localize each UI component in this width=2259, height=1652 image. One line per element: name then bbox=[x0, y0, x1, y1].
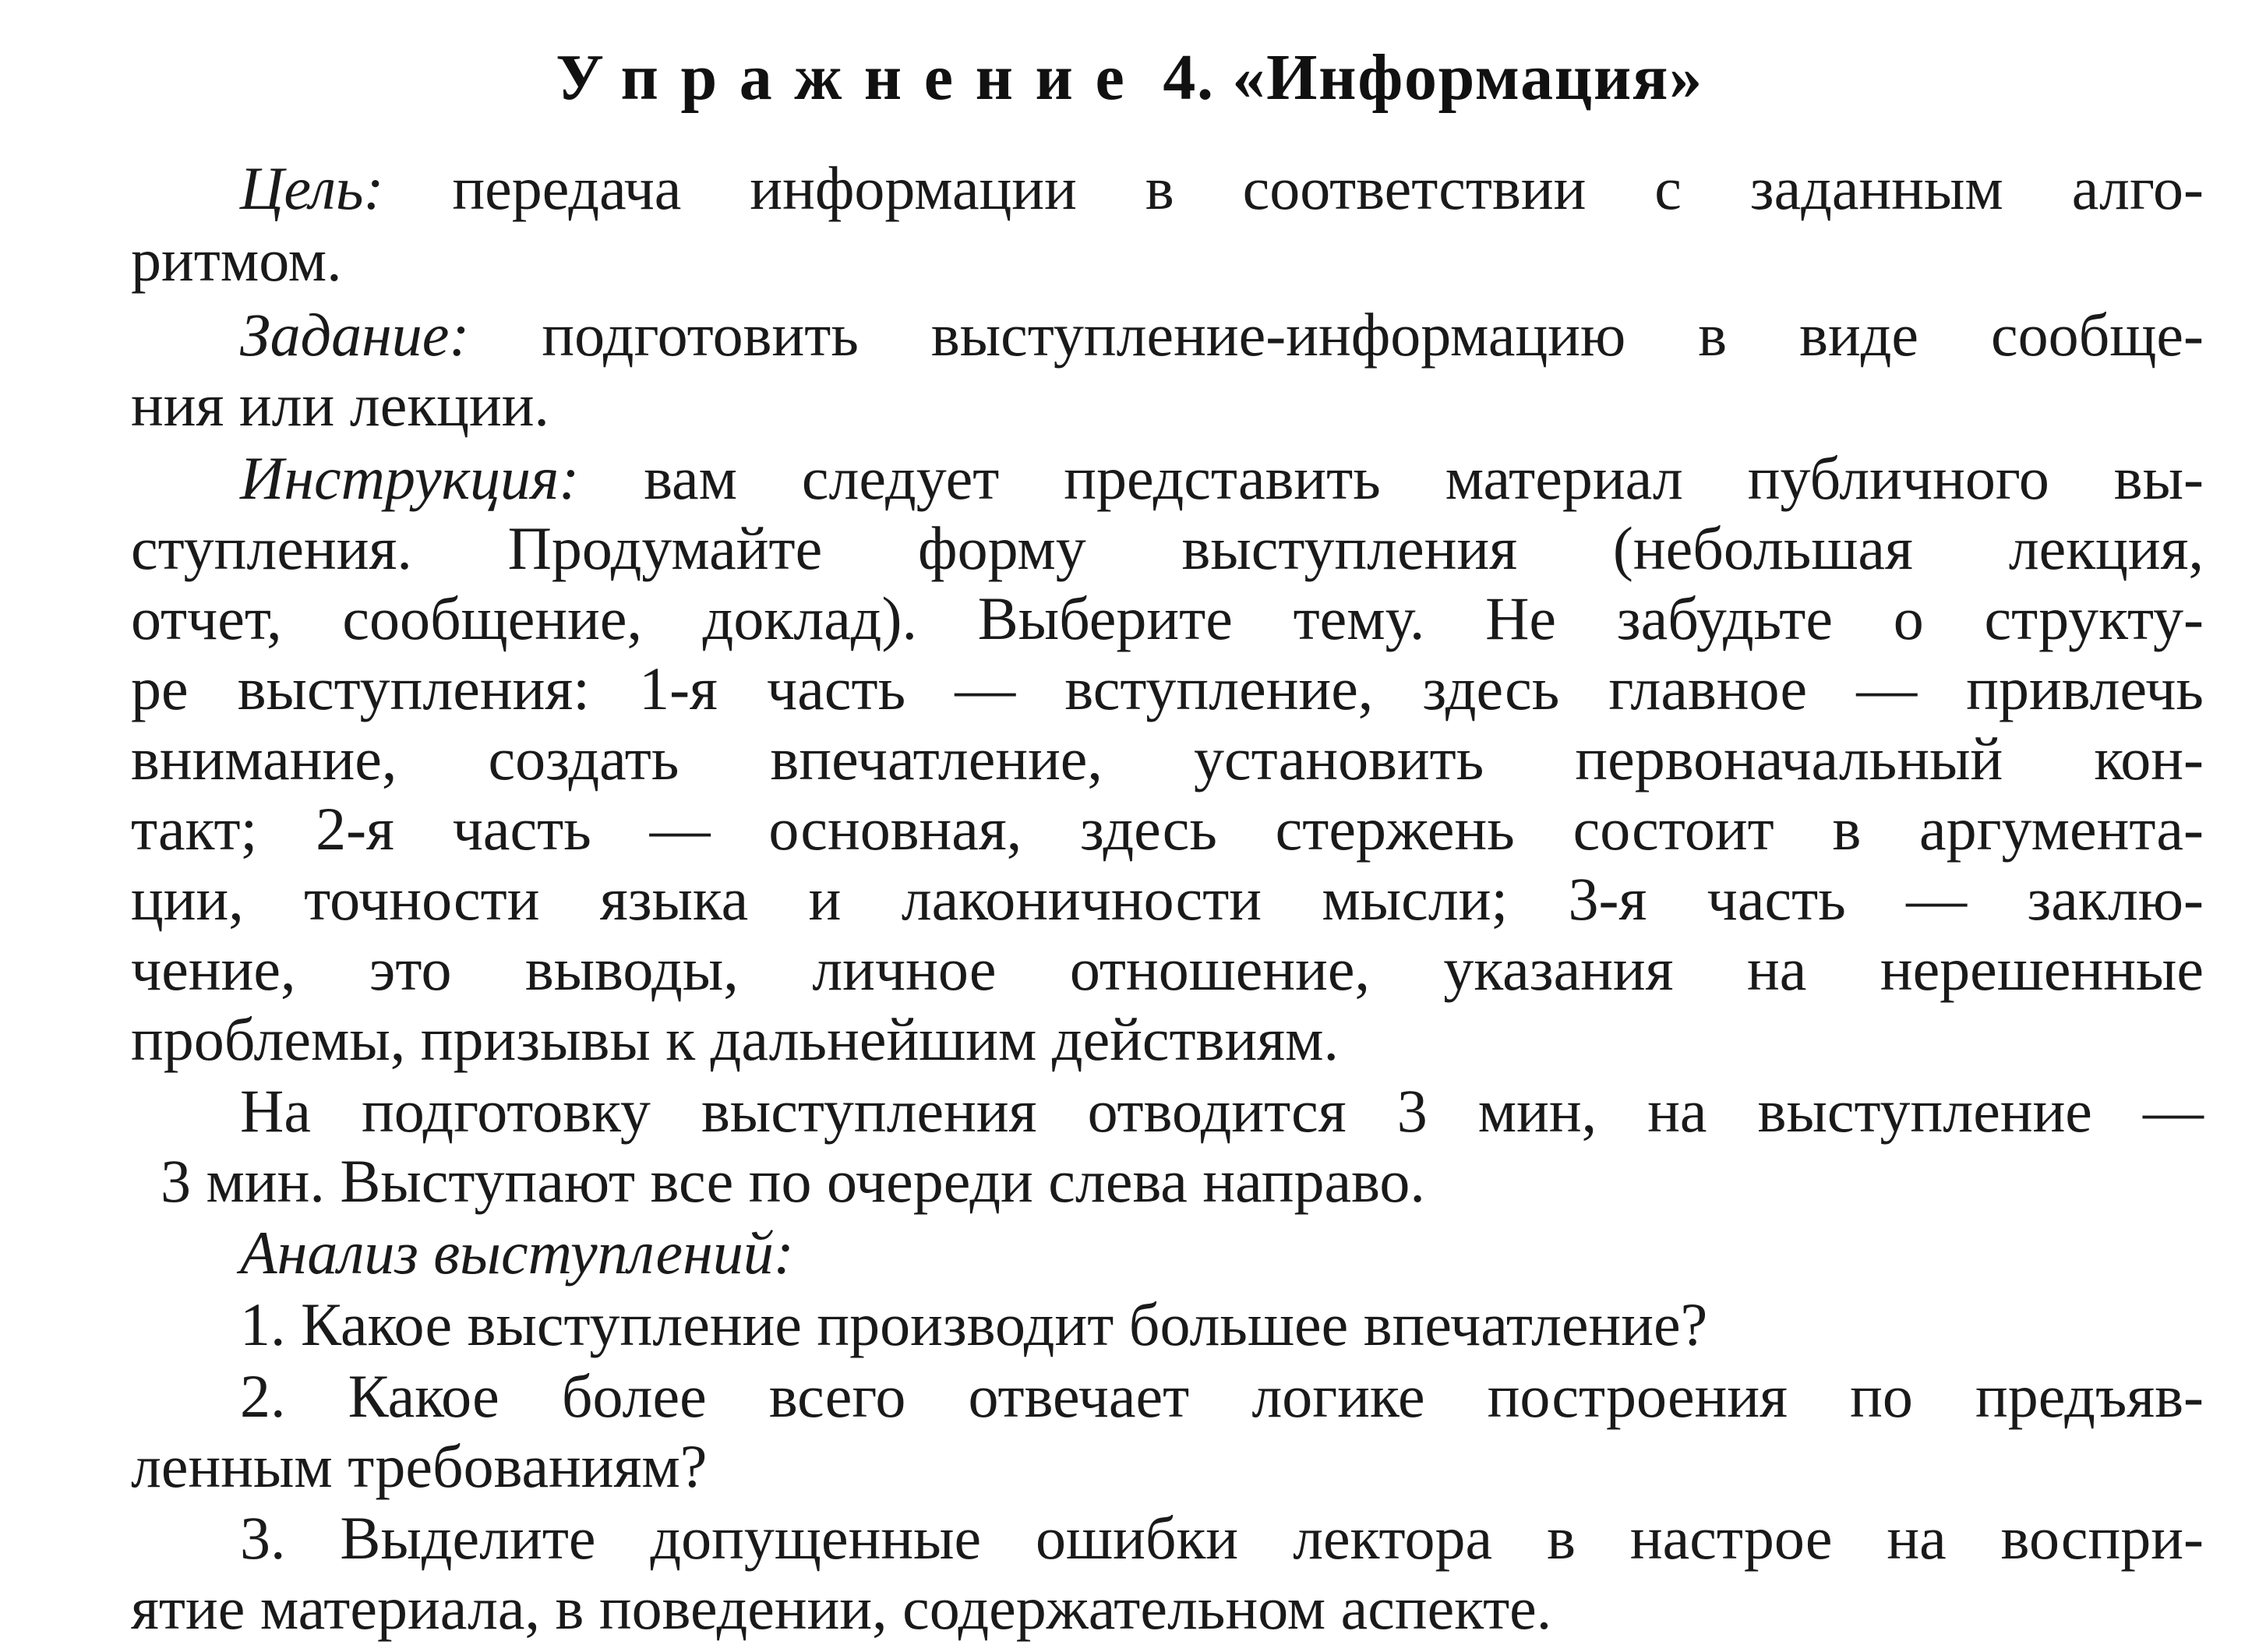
instruction-line-6 bbox=[131, 793, 2204, 865]
task-line-2 bbox=[131, 369, 2204, 441]
analysis-item-2-line-2 bbox=[131, 1431, 2204, 1502]
goal-text-1: передача информации в соответствии с заданным алго- bbox=[452, 154, 2204, 222]
instruction-line-5 bbox=[131, 723, 2204, 795]
timing-line-2 bbox=[161, 1145, 2233, 1217]
timing-text-1: На подготовку выступления отводится 3 мин, на выступление — bbox=[240, 1077, 2204, 1145]
task-label: Задание: bbox=[240, 301, 470, 369]
instruction-label: Инструкция: bbox=[240, 444, 580, 512]
instruction-text-9: проблемы, призывы к дальнейшим действиям. bbox=[131, 1005, 1339, 1073]
instruction-line-2 bbox=[131, 513, 2204, 584]
instruction-line-8 bbox=[131, 934, 2204, 1005]
goal-label: Цель: bbox=[240, 154, 384, 222]
timing-line-1 bbox=[240, 1075, 2204, 1147]
exercise-title bbox=[0, 31, 2259, 125]
analysis-heading bbox=[240, 1217, 2259, 1289]
task-text-2: ния или лекции. bbox=[131, 371, 549, 439]
goal-text-2: ритмом. bbox=[131, 226, 342, 294]
instruction-text-8: чение, это выводы, личное отношение, указания на нерешенные bbox=[131, 935, 2204, 1003]
instruction-text-5: внимание, создать впечатление, установить первоначальный кон- bbox=[131, 725, 2204, 792]
instruction-line-4 bbox=[131, 653, 2204, 725]
title-word-exercise: Упражнение bbox=[556, 41, 1147, 114]
analysis-item-3-line-1 bbox=[240, 1502, 2204, 1574]
instruction-text-1: вам следует представить материал публичного вы- bbox=[644, 444, 2204, 512]
title-number-name: 4. «Информация» bbox=[1163, 41, 1703, 114]
instruction-text-3: отчет, сообщение, доклад). Выберите тему. Не забудьте о структу- bbox=[131, 584, 2204, 652]
timing-text-2: 3 мин. Выступают все по очереди слева направо. bbox=[161, 1147, 1425, 1215]
instruction-text-4: ре выступления: 1-я часть — вступление, здесь главное — привлечь bbox=[131, 655, 2204, 722]
instruction-text-6: такт; 2-я часть — основная, здесь стержень состоит в аргумента- bbox=[131, 795, 2204, 863]
analysis-item-1 bbox=[240, 1289, 2259, 1361]
analysis-item-1-text: 1. Какое выступление производит большее впечатление? bbox=[240, 1290, 1708, 1358]
instruction-text-7: ции, точности языка и лаконичности мысли; 3-я часть — заклю- bbox=[131, 865, 2204, 933]
goal-line-2 bbox=[131, 224, 2204, 296]
instruction-text-2: ступления. Продумайте форму выступления (небольшая лекция, bbox=[131, 514, 2204, 582]
instruction-line-9 bbox=[131, 1004, 2204, 1075]
analysis-item-3-text-1: 3. Выделите допущенные ошибки лектора в настрое на воспри- bbox=[240, 1504, 2204, 1572]
instruction-line-3 bbox=[131, 583, 2204, 655]
instruction-line-1 bbox=[240, 443, 2204, 514]
analysis-item-3-line-2 bbox=[131, 1573, 2204, 1644]
analysis-label: Анализ выступлений: bbox=[240, 1219, 794, 1287]
task-text-1: подготовить выступление-информацию в виде сообще- bbox=[542, 301, 2204, 369]
task-line-1 bbox=[240, 299, 2204, 371]
analysis-item-2-line-1 bbox=[240, 1361, 2204, 1432]
goal-line-1 bbox=[240, 153, 2204, 224]
analysis-item-2-text-2: ленным требованиям? bbox=[131, 1432, 708, 1500]
instruction-line-7 bbox=[131, 863, 2204, 935]
analysis-item-2-text-1: 2. Какое более всего отвечает логике построения по предъяв- bbox=[240, 1362, 2204, 1430]
analysis-item-3-text-2: ятие материала, в поведении, содержательном аспекте. bbox=[131, 1574, 1552, 1642]
